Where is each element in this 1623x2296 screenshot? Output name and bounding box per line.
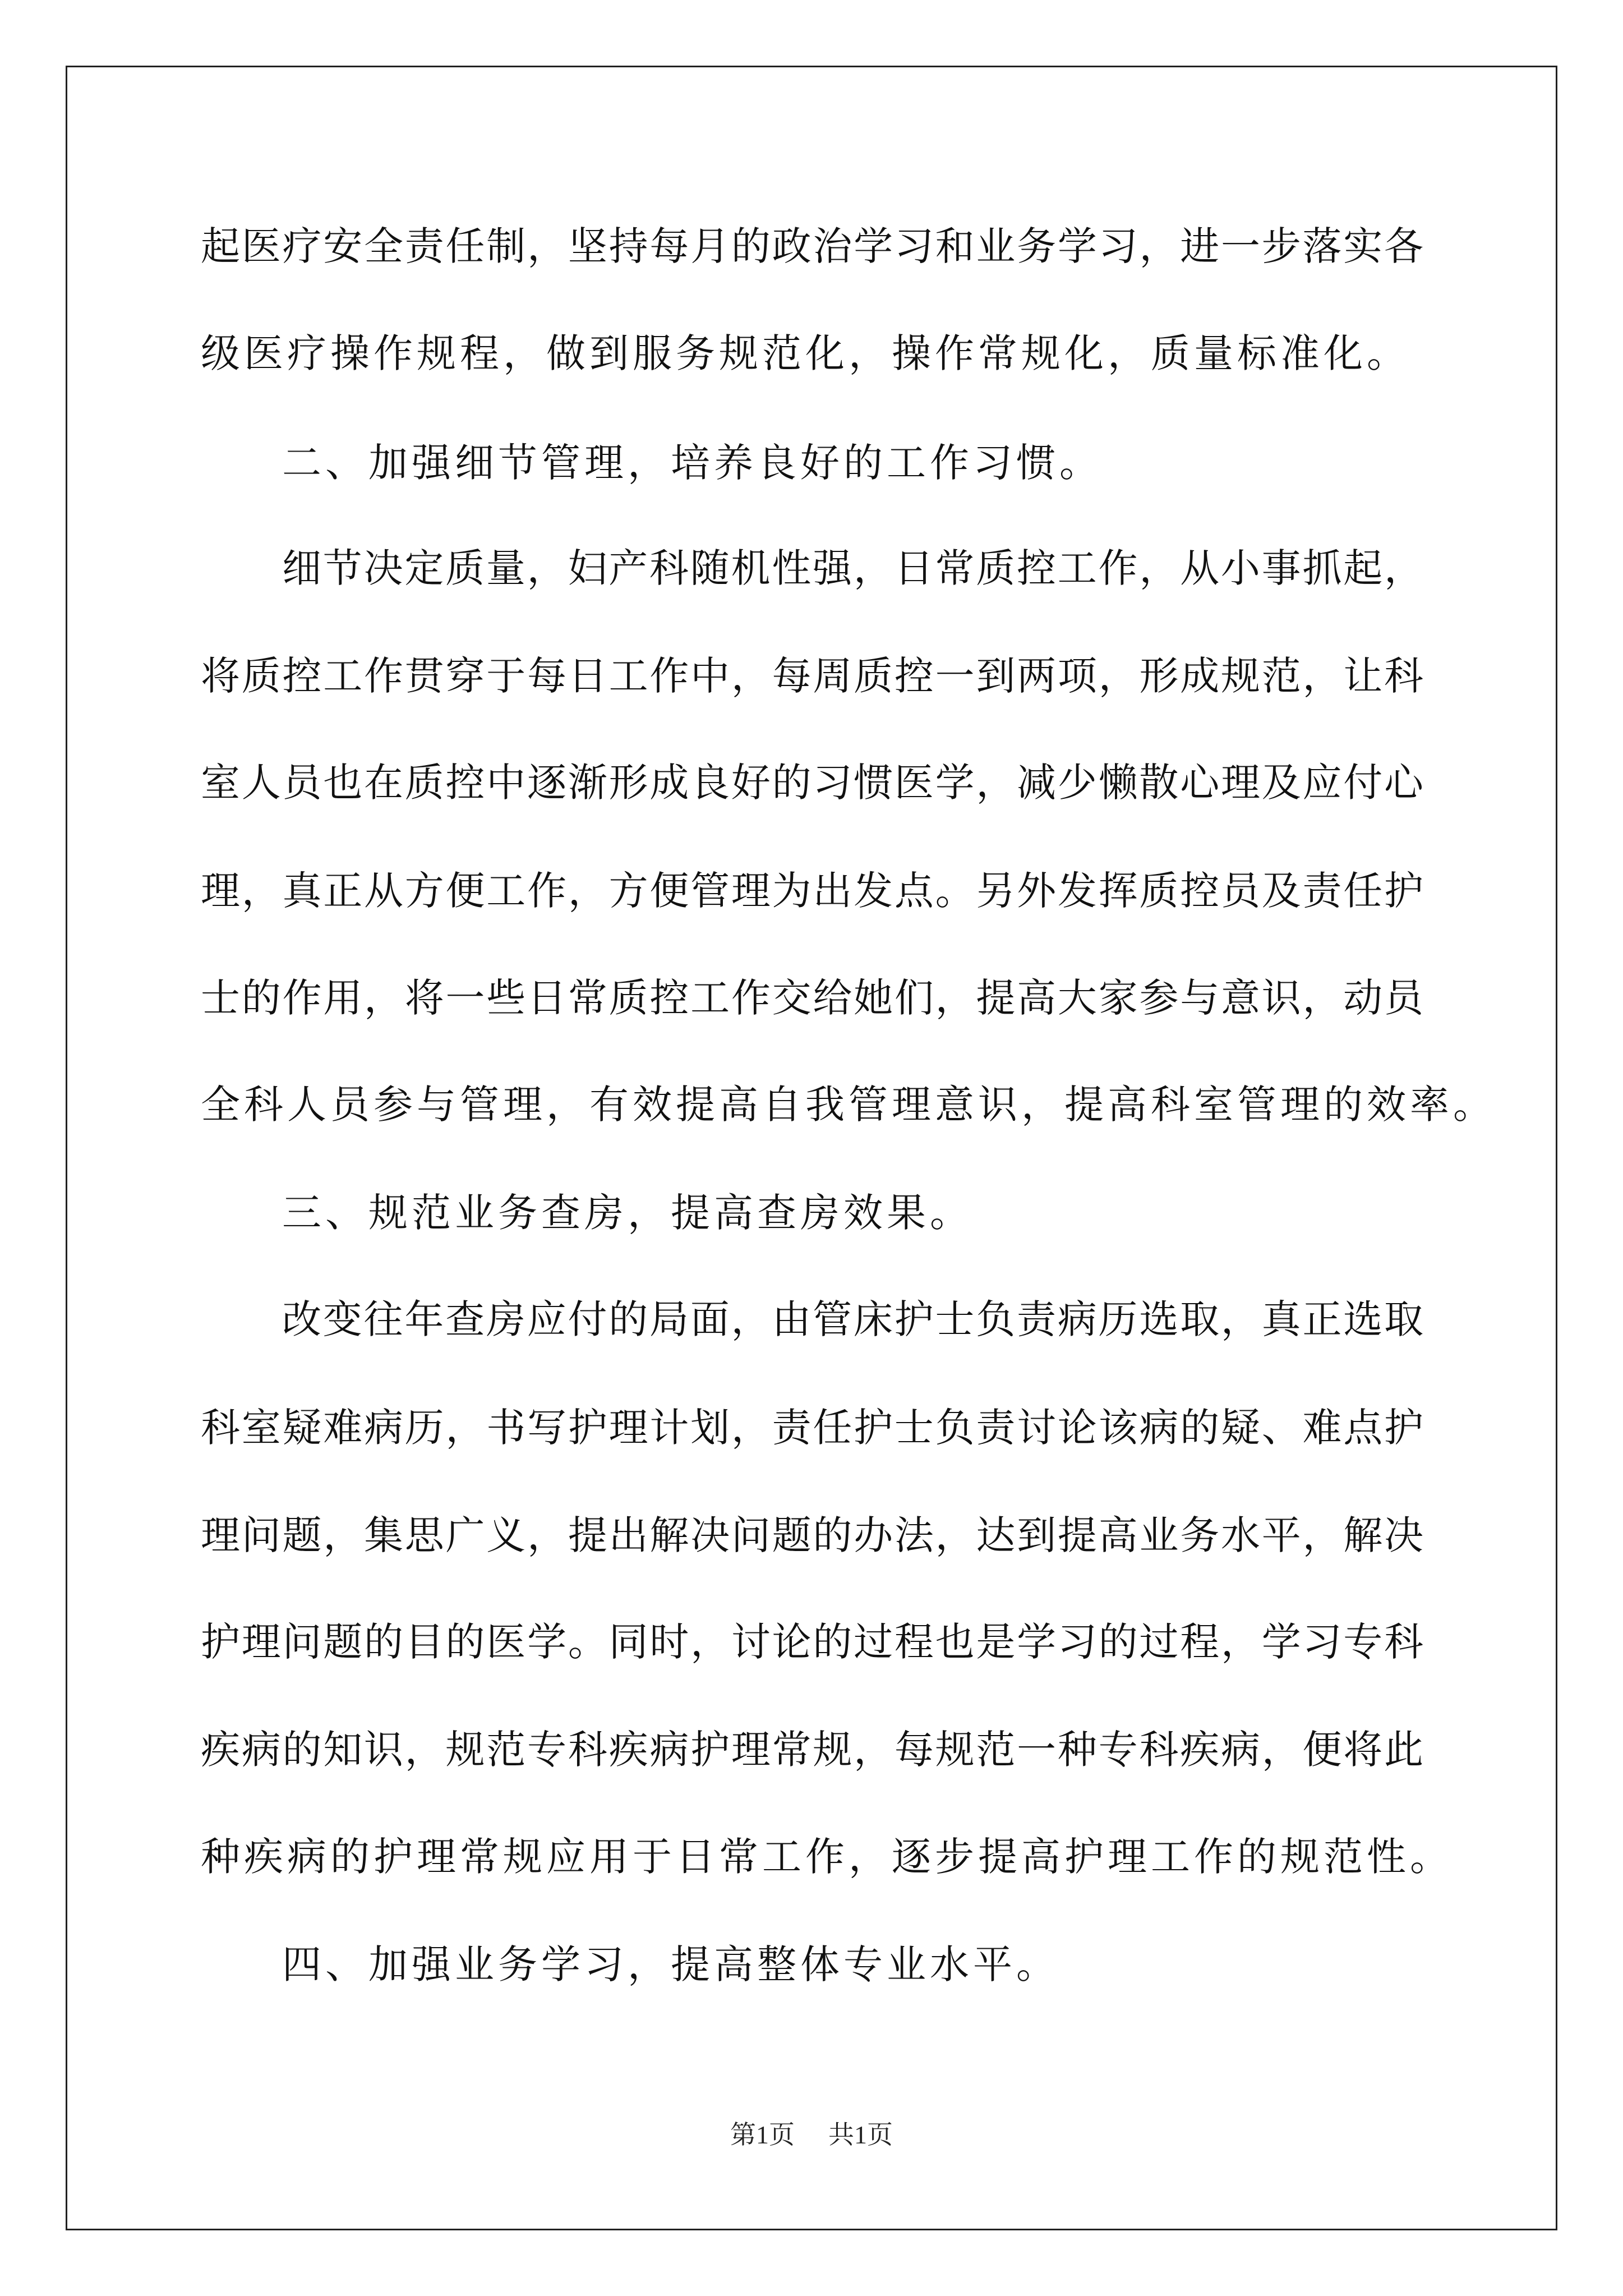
text-line: 种疾病的护理常规应用于日常工作，逐步提高护理工作的规范性。	[201, 1834, 1453, 1880]
section-heading: 二、加强细节管理，培养良好的工作习惯。	[282, 440, 1103, 486]
text-line: 全科人员参与管理，有效提高自我管理意识，提高科室管理的效率。	[201, 1082, 1496, 1128]
section-heading: 三、规范业务查房，提高查房效果。	[282, 1190, 973, 1236]
page-number: 第1页	[730, 2120, 795, 2149]
page-footer	[0, 2122, 1623, 2148]
text-line: 科室疑难病历，书写护理计划，责任护士负责讨论该病的疑、难点护	[201, 1405, 1423, 1451]
text-line: 室人员也在质控中逐渐形成良好的习惯医学，减少懒散心理及应付心	[201, 760, 1423, 806]
text-line: 理，真正从方便工作，方便管理为出发点。另外发挥质控员及责任护	[201, 868, 1423, 914]
page-total: 共1页	[828, 2120, 893, 2149]
page-border	[66, 66, 1557, 2230]
text-line: 将质控工作贯穿于每日工作中，每周质控一到两项，形成规范，让科	[201, 653, 1423, 699]
text-line: 细节决定质量，妇产科随机性强，日常质控工作，从小事抓起，	[282, 545, 1423, 591]
text-line: 改变往年查房应付的局面，由管床护士负责病历选取，真正选取	[282, 1296, 1423, 1342]
text-line: 疾病的知识，规范专科疾病护理常规，每规范一种专科疾病，便将此	[201, 1727, 1423, 1773]
text-line: 级医疗操作规程，做到服务规范化，操作常规化，质量标准化。	[201, 330, 1410, 376]
text-line: 士的作用，将一些日常质控工作交给她们，提高大家参与意识，动员	[201, 975, 1423, 1021]
text-line: 起医疗安全责任制，坚持每月的政治学习和业务学习，进一步落实各	[201, 223, 1423, 269]
text-line: 护理问题的目的医学。同时，讨论的过程也是学习的过程，学习专科	[201, 1619, 1423, 1665]
text-line: 理问题，集思广义，提出解决问题的办法，达到提高业务水平，解决	[201, 1512, 1423, 1558]
section-heading: 四、加强业务学习，提高整体专业水平。	[282, 1941, 1059, 1987]
